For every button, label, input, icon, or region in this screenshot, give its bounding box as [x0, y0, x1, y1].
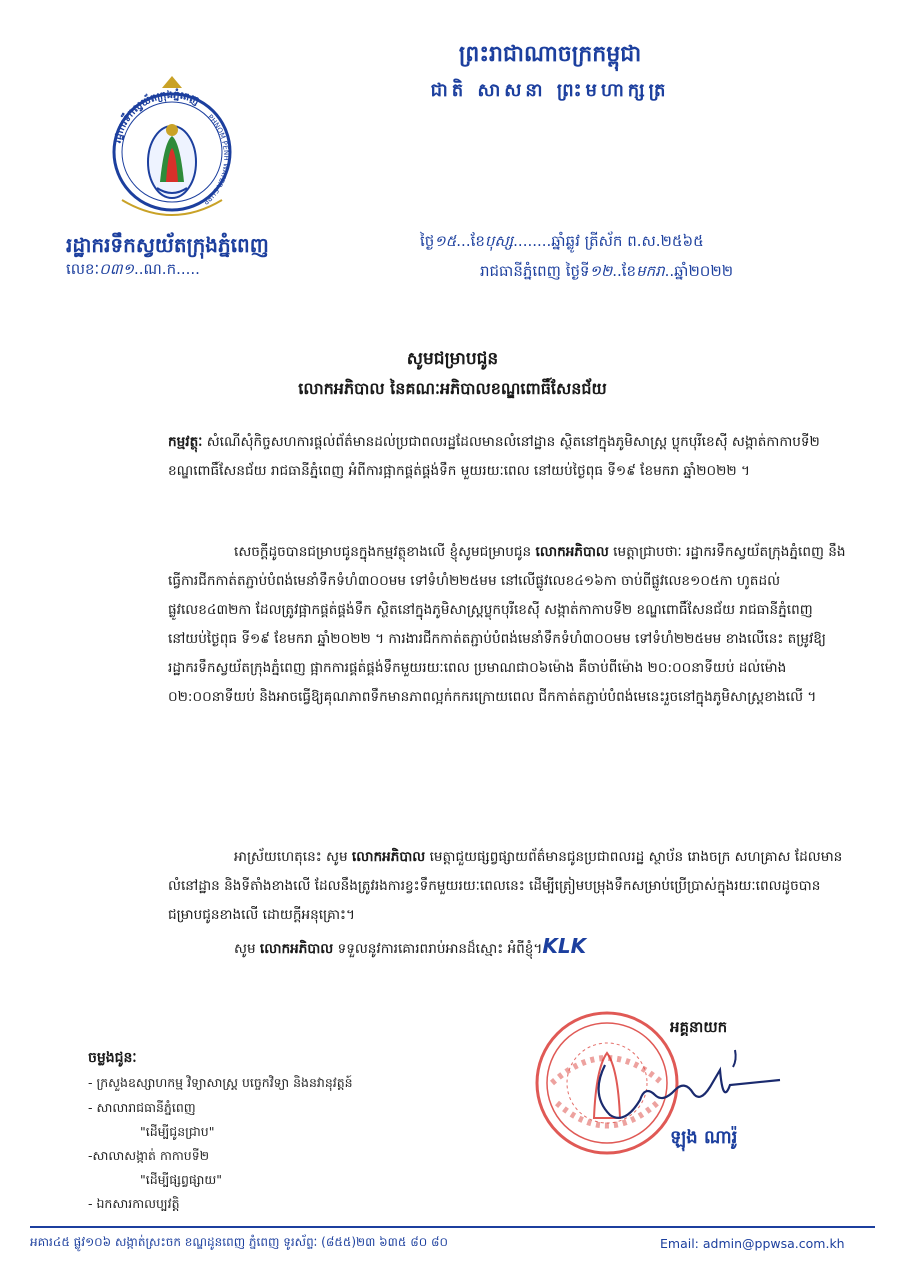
solar-day: ១២ — [589, 262, 613, 280]
letter-recipient: លោកអភិបាល នៃគណៈអភិបាលខណ្ឌពោធិ៍សែនជ័យ — [298, 379, 607, 398]
footer-address: អគារ៤៥ ផ្លូវ១០៦ សង្កាត់ស្រះចក ខណ្ឌដូនពេញ ភ្នំពេញ ទូរស័ព្ទៈ (៨៥៥)២៣ ៦៣៥ ៨០ ៨០ — [30, 1235, 449, 1249]
solar-date-rest: ..ឆ្នាំ២០២២ — [664, 262, 734, 280]
handwritten-signature — [585, 1045, 785, 1135]
solar-month: មករា — [636, 262, 665, 280]
body-paragraph-3 — [168, 932, 848, 964]
ppwsa-logo — [102, 70, 242, 230]
lunar-month: បុស្ស — [484, 232, 514, 250]
body-p3-end: ទទួលនូវការគោរពរាប់អានដ៏ស្មោះ អំពីខ្ញុំ។ — [333, 941, 543, 957]
handwritten-initials: KLK — [542, 934, 587, 958]
lunar-date-rest: ........ឆ្នាំឆ្លូវ ត្រីស័ក ព.ស.២៥៦៥ — [513, 232, 704, 250]
organization-name: រដ្ឋាករទឹកស្វយ័តក្រុងភ្នំពេញ — [66, 233, 269, 257]
body-p1-end: មេត្តាជ្រាបថាៈ រដ្ឋាករទឹកស្វយ័តក្រុងភ្នំពេញ នឹងធ្វើការជីកកាត់តភ្ជាប់បំពង់មេនាំទឹកទំហំ៣០០មម ទៅទំហំ២២៥មម នៅលើផ្លូវលេខ៤១៦កា ចាប់ពីផ្លូវលេខ១០៥កា ហូតដល់ផ្លូវលេខ៤៣២កា ដែលត្រូវផ្អាកផ្គត់ផ្គង់ទឹក ស្ថិតនៅក្នុងភូមិសាស្ត្រប្លុកបុរីខេស៊ី សង្កាត់កាកាបទី២ ខណ្ឌពោធិ៍សែនជ័យ រាជធានីភ្នំពេញ នៅយប់ថ្ងៃពុធ ទី១៩ ខែមករា ឆ្នាំ២០២២ ។ ការងារជីកកាត់តភ្ជាប់បំពង់មេនាំទឹកទំហំ៣០០មម ទៅទំហំ២២៥មម ខាងលើនេះ តម្រូវឱ្យ រដ្ឋាករទឹកស្វយ័តក្រុងភ្នំពេញ ផ្អាកការផ្គត់ផ្គង់ទឹកមួយរយៈពេល ប្រមាណជា០៦ម៉ោង គឺចាប់ពីម៉ោង ២០:០០នាទីយប់ ដល់ម៉ោង ០២:០០នាទីយប់ និងអាចធ្វើឱ្យគុណភាពទឹកមានភាពល្អក់កករក្រោយពេល ជីកកាត់តភ្ជាប់បំពង់មេនេះរួចនៅក្នុងភូមិសាស្ត្រខាងលើ ។ — [168, 544, 846, 705]
cc-item: -សាលាសង្កាត់ កាកាបទី២ — [88, 1148, 210, 1163]
cc-item-note: "ដើម្បីផ្សព្វផ្សាយ" — [140, 1172, 222, 1187]
letter-title: សូមជម្រាបជូន — [406, 349, 499, 369]
body-p2-start: អាស្រ័យហេតុនេះ សូម — [234, 849, 352, 865]
body-paragraph-1 — [168, 538, 848, 712]
body-p3-start: សូម — [234, 941, 260, 957]
cc-item: - ឯកសារកាលប្បវត្តិ — [88, 1196, 180, 1211]
body-paragraph-2 — [168, 843, 848, 930]
subject-text: សំណើសុំកិច្ចសហការផ្តល់ព័ត៌មានដល់ប្រជាពលរដ្ឋដែលមានលំនៅដ្ឋាន ស្ថិតនៅក្នុងភូមិសាស្ត្រ ប្លុកបុរីខេស៊ី សង្កាត់កាកាបទី២ ខណ្ឌពោធិ៍សែនជ័យ រាជធានីភ្នំពេញ អំពីការផ្អាកផ្គត់ផ្គង់ទឹក មួយរយៈពេល នៅយប់ថ្ងៃពុធ ទី១៩ ខែមករា ឆ្នាំ២០២២ ។ — [168, 434, 820, 479]
kingdom-heading: ព្រះរាជាណាចក្រកម្ពុជា — [458, 42, 642, 67]
footer-email: Email: admin@ppwsa.com.kh — [660, 1236, 845, 1251]
signatory-name: ឡុង ណារ៉ូ — [670, 1127, 738, 1148]
reference-value: ០៣១ — [99, 260, 134, 278]
body-p1-start: សេចក្តីដូចបានជម្រាបជូនក្នុងកម្មវត្ថុខាងលើ ខ្ញុំសូមជម្រាបជូន — [234, 544, 536, 560]
body-p1-recipient: លោកអភិបាល — [535, 544, 609, 560]
solar-date-prefix: រាជធានីភ្នំពេញ ថ្ងៃទី — [480, 262, 590, 280]
reference-number — [66, 260, 200, 282]
reference-label: លេខៈ — [66, 260, 100, 278]
logo-khmer-text: រដ្ឋាករទឹកស្វយ័តក្រុងភ្នំពេញ — [112, 89, 201, 144]
lunar-date — [420, 232, 704, 254]
national-motto: ជាតិ សាសនា ព្រះមហាក្សត្រ — [430, 80, 670, 101]
subject-paragraph — [168, 428, 848, 486]
logo-english-text: PHNOM PENH WATER SUPP — [201, 113, 231, 206]
solar-date — [480, 262, 733, 284]
solar-date-middle: ..ខែ — [612, 262, 637, 280]
cc-title: ចម្លងជូនៈ — [88, 1050, 137, 1066]
subject-label: កម្មវត្ថុៈ — [168, 434, 203, 450]
body-p3-recipient: លោកអភិបាល — [259, 941, 334, 957]
reference-suffix: ..ណ.ក..... — [133, 260, 200, 278]
body-p2-recipient: លោកអភិបាល — [351, 849, 426, 865]
cc-item-note: "ដើម្បីជូនជ្រាប" — [140, 1124, 215, 1139]
lunar-date-prefix: ថ្ងៃ — [420, 232, 435, 250]
cc-item: - ក្រសួងឧស្សាហកម្ម វិទ្យាសាស្ត្រ បច្ចេកវិទ្យា និងនវានុវត្តន៍ — [88, 1075, 353, 1090]
signatory-title: អគ្គនាយក — [670, 1018, 728, 1036]
footer-divider — [30, 1226, 875, 1228]
lunar-day: ១៥ — [434, 232, 457, 250]
lunar-date-middle: ...ខែ — [456, 232, 485, 250]
cc-item: - សាលារាជធានីភ្នំពេញ — [88, 1100, 196, 1115]
body-p2-end: មេត្តាជួយផ្សព្វផ្សាយព័ត៌មានជូនប្រជាពលរដ្ឋ ស្ថាប័ន រោងចក្រ សហគ្រាស ដែលមានលំនៅដ្ឋាន និងទីតាំងខាងលើ ដែលនឹងត្រូវរងការខ្វះទឹកមួយរយៈពេលនេះ ដើម្បីត្រៀមបម្រុងទឹកសម្រាប់ប្រើប្រាស់ក្នុងរយៈពេលដូចបានជម្រាបជូនខាងលើ ដោយក្តីអនុគ្រោះ។ — [168, 849, 843, 923]
